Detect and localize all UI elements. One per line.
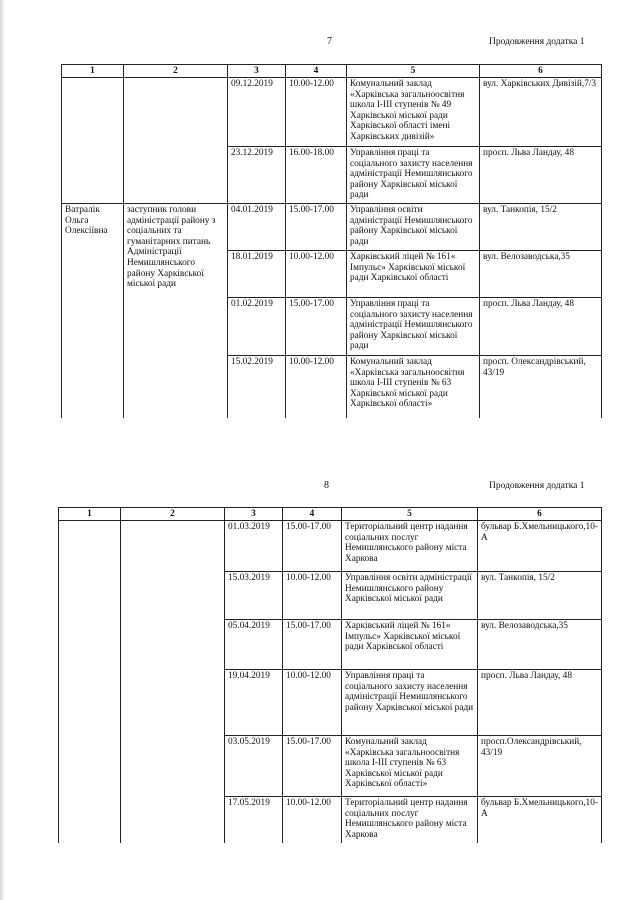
column-header: 3 — [225, 508, 283, 521]
column-header: 2 — [124, 65, 228, 78]
table-row — [62, 78, 602, 147]
reception-time: 16.00-18.00 — [286, 147, 347, 204]
reception-date: 05.04.2019 — [225, 620, 283, 670]
reception-time: 10.00-12.00 — [283, 572, 342, 620]
reception-time: 15.00-17.00 — [286, 298, 347, 356]
reception-date: 15.03.2019 — [225, 572, 283, 620]
reception-place: Територіальний центр надання соціальних послуг Немишлянського району міста Харкова — [342, 797, 478, 843]
column-header: 6 — [480, 65, 602, 78]
reception-place: Харківський ліцей № 161« Імпульс» Харківської міської ради Харківської області — [342, 620, 478, 670]
reception-address: вул. Танкопія, 15/2 — [480, 204, 602, 251]
scan-margin — [0, 0, 5, 900]
column-header: 4 — [283, 508, 342, 521]
column-header: 5 — [342, 508, 478, 521]
reception-place: Управління освіти адміністрації Немишлянського району Харківської міської ради — [347, 204, 480, 251]
schedule-table-page-7 — [61, 64, 602, 418]
reception-address: вул. Танкопія, 15/2 — [478, 572, 602, 620]
reception-date: 01.03.2019 — [225, 521, 283, 572]
reception-date: 15.02.2019 — [228, 356, 286, 418]
column-header: 2 — [121, 508, 225, 521]
official-name-cell — [59, 521, 121, 843]
column-header: 3 — [228, 65, 286, 78]
reception-date: 03.05.2019 — [225, 736, 283, 797]
reception-address: бульвар Б.Хмельницького,10-А — [478, 797, 602, 843]
reception-address: вул. Харківських Дивізій,7/3 — [480, 78, 602, 147]
reception-date: 09.12.2019 — [228, 78, 286, 147]
reception-time: 10.00-12.00 — [286, 251, 347, 298]
schedule-table-page-8 — [58, 507, 602, 843]
reception-place: Комунальний заклад «Харківська загальноосвітня школа І-ІІІ ступенів № 49 Харківської міської ради Харківської області імені Харківських дивізій» — [347, 78, 480, 147]
reception-time: 15.00-17.00 — [283, 521, 342, 572]
table-header-row — [59, 508, 602, 521]
official-name-cell — [62, 78, 124, 204]
reception-date: 01.02.2019 — [228, 298, 286, 356]
official-position-cell — [121, 521, 225, 843]
reception-date: 19.04.2019 — [225, 670, 283, 736]
reception-time: 10.00-12.00 — [286, 356, 347, 418]
reception-place: Комунальний заклад «Харківська загальноосвітня школа І-ІІІ ступенів № 63 Харківської міської ради Харківської області» — [347, 356, 480, 418]
reception-address: вул. Велозаводська,35 — [478, 620, 602, 670]
reception-address: просп. Льва Ландау, 48 — [480, 147, 602, 204]
reception-time: 10.00-12.00 — [283, 797, 342, 843]
reception-time: 15.00-17.00 — [286, 204, 347, 251]
official-position-cell — [124, 78, 228, 204]
reception-date: 23.12.2019 — [228, 147, 286, 204]
column-header: 1 — [62, 65, 124, 78]
reception-place: Харківський ліцей № 161« Імпульс» Харківської міської ради Харківської області — [347, 251, 480, 298]
reception-place: Комунальний заклад «Харківська загальноосвітня школа І-ІІІ ступенів № 63 Харківської міської ради Харківської області» — [342, 736, 478, 797]
reception-address: просп. Льва Ландау, 48 — [478, 670, 602, 736]
reception-address: просп.Олександрівський, 43/19 — [478, 736, 602, 797]
appendix-continuation-note: Продовження додатка 1 — [489, 481, 585, 491]
table-header-row — [62, 65, 602, 78]
reception-time: 15.00-17.00 — [283, 620, 342, 670]
reception-time: 10.00-12.00 — [286, 78, 347, 147]
reception-place: Управління праці та соціального захисту населення адміністрації Немишлянського району Харківської міської ради — [347, 298, 480, 356]
appendix-continuation-note: Продовження додатка 1 — [489, 37, 585, 47]
page-number: 8 — [324, 480, 329, 491]
reception-address: просп. Олександрівський, 43/19 — [480, 356, 602, 418]
reception-date: 18.01.2019 — [228, 251, 286, 298]
reception-place: Управління освіти адміністрації Немишлянського району Харківської міської ради — [342, 572, 478, 620]
reception-time: 10.00-12.00 — [283, 670, 342, 736]
table-row — [62, 204, 602, 251]
page-number: 7 — [327, 36, 332, 47]
column-header: 6 — [478, 508, 602, 521]
reception-address: просп. Льва Ландау, 48 — [480, 298, 602, 356]
reception-date: 04.01.2019 — [228, 204, 286, 251]
column-header: 1 — [59, 508, 121, 521]
reception-place: Управління праці та соціального захисту населення адміністрації Немишлянського району Харківської міської ради — [347, 147, 480, 204]
official-position: заступник голови адміністрації району з соціальних та гуманітарних питань Адміністрації Немишлянського району Харківської міської ради — [124, 204, 228, 418]
reception-place: Територіальний центр надання соціальних послуг Немишлянського району міста Харкова — [342, 521, 478, 572]
column-header: 5 — [347, 65, 480, 78]
table-row — [59, 521, 602, 572]
reception-address: вул. Велозаводська,35 — [480, 251, 602, 298]
reception-time: 15.00-17.00 — [283, 736, 342, 797]
column-header: 4 — [286, 65, 347, 78]
official-name: Ватралік Ольга Олексіївна — [62, 204, 124, 418]
reception-address: бульвар Б.Хмельницького,10-А — [478, 521, 602, 572]
reception-date: 17.05.2019 — [225, 797, 283, 843]
reception-place: Управління праці та соціального захисту населення адміністрації Немишлянського району Харківської міської ради — [342, 670, 478, 736]
